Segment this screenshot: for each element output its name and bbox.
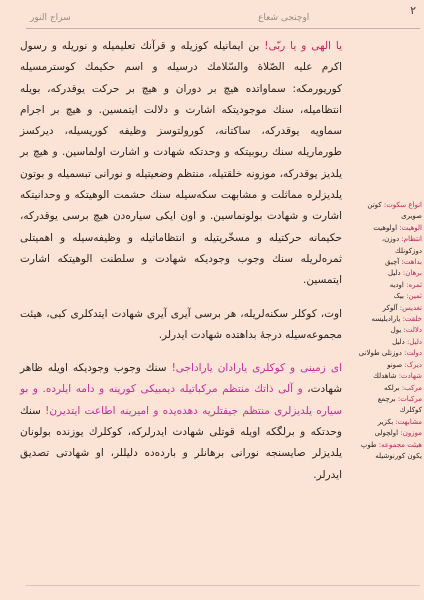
paragraph-2: اوت، کوکلر سکنه‌لریله، هر برسی آیری آیری شهادت ایتدکلری کبی، هیئت مجموعه‌سیله درجهٔ بداهتده شهادت ایدرلر.: [20, 307, 342, 341]
gloss-meaning: صویری: [401, 212, 422, 221]
gloss-meaning: یول: [390, 326, 402, 335]
gloss-item: [354, 257, 422, 268]
gloss-term: دیرک:: [404, 360, 422, 369]
gloss-term: الوهیت:: [399, 223, 422, 232]
gloss-meaning: برلکه: [384, 383, 400, 392]
gloss-meaning: یارادیلیسه: [371, 315, 401, 324]
gloss-term: مرکبات:: [397, 394, 422, 403]
gloss-term: ثمین:: [406, 292, 422, 301]
gloss-meaning: بکزیر: [377, 417, 394, 426]
gloss-term: مرکب:: [401, 383, 422, 392]
gloss-meaning: آچیق: [385, 258, 400, 267]
gloss-item: [354, 234, 422, 245]
running-header-chapter-title: اوچنجی شعاع: [258, 13, 310, 23]
gloss-item: [354, 280, 422, 291]
main-text-column: [20, 36, 342, 486]
footer-divider: [26, 585, 420, 586]
gloss-meaning: دلیل: [392, 337, 405, 346]
gloss-item: [354, 417, 422, 428]
gloss-meaning: شاهدلك: [373, 372, 397, 381]
gloss-item: [354, 325, 422, 336]
gloss-meaning: دوزن،: [381, 235, 400, 244]
gloss-item: [354, 337, 422, 348]
gloss-term: موزون:: [400, 429, 422, 438]
gloss-meaning: برچمع: [377, 394, 396, 403]
gloss-item: [354, 383, 422, 394]
paragraph-3-middle: سنك وجوب وجودیكه اویله ظاهر شهادت،: [20, 362, 342, 396]
gloss-term: برهان:: [402, 269, 422, 278]
gloss-term: دولت:: [404, 349, 422, 358]
gloss-term: دلیل:: [406, 337, 422, 346]
gloss-meaning: بیک: [393, 292, 404, 301]
gloss-term: خلقت:: [402, 315, 422, 324]
gloss-term: مشابهت:: [395, 417, 422, 426]
gloss-meaning: دوزکونلك: [395, 246, 422, 255]
gloss-meaning: طوپ: [360, 440, 377, 449]
gloss-item: [354, 246, 422, 257]
paragraph-3-highlight: و آلی ذاتك منتظم مرکباتیله دیمبیکی کورینه و دامه ایلرده. و بو سیاره یلدیزلری منتظم جیفتلریه دهده‌یده و امیرینه اطاعت ایتدیرن!: [20, 383, 342, 417]
gloss-item: [354, 428, 422, 439]
gloss-term: دلالت:: [403, 326, 422, 335]
paragraph-1: [20, 36, 342, 292]
gloss-term: ثمره:: [406, 280, 422, 289]
gloss-term: تغدیس:: [399, 303, 422, 312]
paragraph-gap: [20, 292, 342, 304]
gloss-meaning: اودیه: [389, 280, 404, 289]
paragraph-3-opening: ای زمینی و کوکلری یارادان یاراداجی!: [171, 362, 343, 375]
paragraph-1-opening: یا الهی و یا ربّی!: [264, 40, 343, 52]
running-header-book-title: سراج النور: [30, 13, 71, 23]
gloss-meaning: اولچولی: [374, 429, 399, 438]
margin-glossary: [354, 200, 422, 462]
paragraph-1-body: بن ایمانیله کوزیله و قرآنك تعلیمیله و نوریله و رسول اکرم علیه الصّلاة والسّلامك درسیله و اسم حكیمك كوسترمسیله کوریورمکه: سماواتده هیچ بر دوران و هیچ بر حرکت یوقدرکه، بویله انتظامیله، سنك موجودیتكه اشارت و دلالت ایتمسین. و هیچ بر اجرام سماویه یوقدرکه، ساکتانه، کورولتوسز وظیفه کوریسیله، دیرکسز طورماریله سنك ربوبیتكه و وحدتكه شهادت و اشارت اولماسین. و هیچ بر یلدیز یوقدرکه، موزونه خلقتیله، منتظم وضعیتیله و نورانی تبسمیله و بوتون یلدیزلره مماثلت و مشابهت سكه‌سیله سنك حشمت الوهیتكه و وحدانیتكه اشارت و شهادت بولونماسین. و اون ایکی سیاره‌دن هیچ برسی یوقدرکه، حکیمانه حرکتیله و مسخّریتیله و انتظاماتیله و وظیفه‌سیله و اهمیتلی ثمره‌لریله سنك وجوب وجودیكه شهادت و سلطنت الوهیتكه اشارت ایتمسین.: [20, 40, 342, 287]
gloss-item: [354, 223, 422, 234]
gloss-term: انواع سکوت:: [383, 201, 422, 209]
gloss-term: شهادت:: [398, 372, 422, 381]
gloss-meaning: کوتن: [367, 201, 382, 209]
gloss-meaning: یکون کورنوشیله: [375, 451, 422, 460]
gloss-item: [354, 291, 422, 302]
gloss-item: [354, 451, 422, 462]
paragraph-3-body: سنك وحدتكه و برلگكه اویله قوتلی شهادت ایدرلرکه، کوکلرك یوزنده بولونان یلدیزلر صایسنجه نورانی برهانلر و بارده‌ده دلیللر، او شهادتی تصدیق ایدرلر.: [20, 404, 342, 481]
paragraph-gap: [20, 346, 342, 358]
gloss-item: [354, 200, 422, 211]
gloss-meaning: دوزنلی طولانی: [358, 349, 402, 358]
paragraph-3: [20, 358, 342, 486]
gloss-item: [354, 303, 422, 314]
gloss-item: [354, 348, 422, 359]
gloss-item: [354, 268, 422, 279]
gloss-item: [354, 211, 422, 222]
gloss-item: [354, 314, 422, 325]
gloss-term: هیئت مجموعه:: [378, 440, 422, 449]
gloss-term: انتظام:: [401, 235, 422, 244]
gloss-meaning: کوکلرك: [399, 406, 422, 415]
header-divider: [26, 28, 420, 29]
gloss-item: [354, 371, 422, 382]
gloss-item: [354, 360, 422, 371]
page-number: ٢: [410, 4, 416, 17]
gloss-meaning: اولوهیت: [373, 223, 398, 232]
gloss-term: بداهت:: [401, 258, 422, 267]
gloss-meaning: آلوکر: [382, 303, 398, 312]
gloss-item: [354, 405, 422, 416]
gloss-item: [354, 394, 422, 405]
gloss-meaning: دلیل: [387, 269, 401, 278]
gloss-meaning: صونو: [387, 360, 403, 369]
gloss-item: [354, 440, 422, 451]
